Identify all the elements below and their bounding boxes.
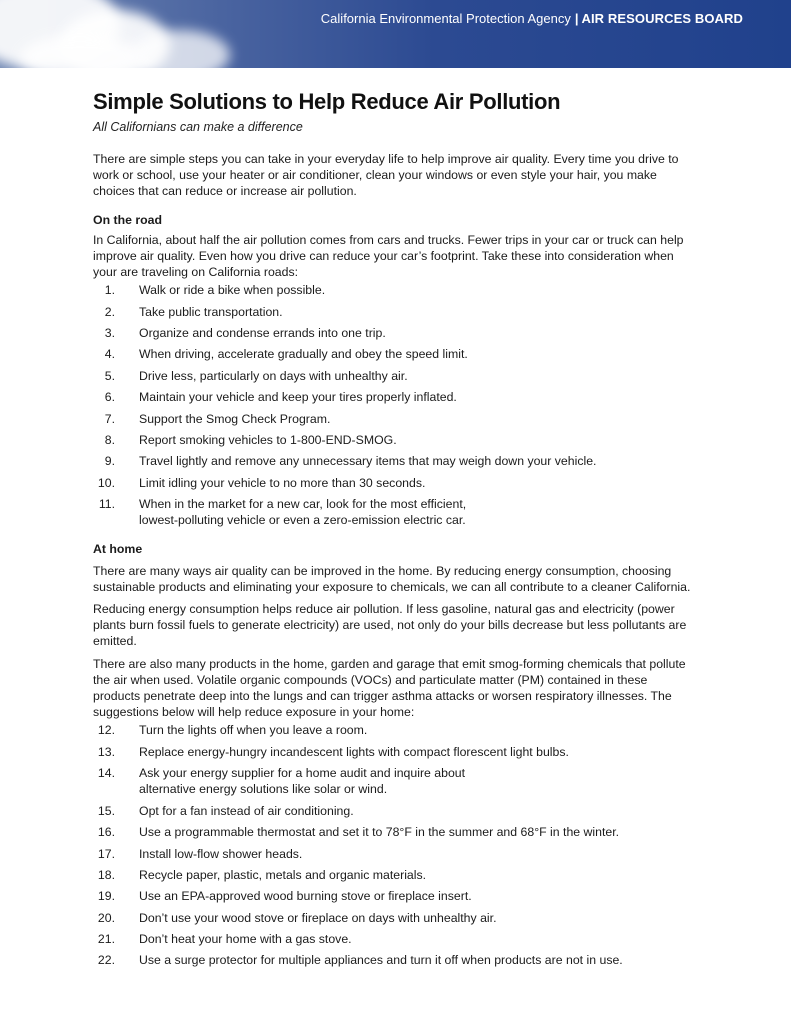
- list-item: 8. Report smoking vehicles to 1-800-END-SMOG.: [104, 432, 397, 447]
- list-item: 20. Don’t use your wood stove or fireplace on days with unhealthy air.: [97, 910, 497, 925]
- list-item: 1. Walk or ride a bike when possible.: [104, 283, 326, 298]
- list-item: 18. Recycle paper, plastic, metals and organic materials.: [97, 867, 427, 882]
- list-item: 10. Limit idling your vehicle to no more than 30 seconds.: [97, 475, 426, 490]
- list-item: 2. Take public transportation.: [104, 304, 283, 319]
- list-item: 16. Use a programmable thermostat and set it to 78°F in the summer and 68°F in the winter.: [97, 825, 620, 840]
- list-item: 6. Maintain your vehicle and keep your tires properly inflated.: [104, 390, 457, 405]
- list-item: 13. Replace energy-hungry incandescent lights with compact florescent light bulbs.: [97, 744, 569, 759]
- list-item: 21. Don’t heat your home with a gas stove.: [97, 932, 352, 947]
- list-item: 4. When driving, accelerate gradually and obey the speed limit.: [104, 347, 468, 362]
- cloud-decoration: [130, 30, 230, 68]
- list-item: 17. Install low-flow shower heads.: [97, 846, 303, 861]
- board-name: AIR RESOURCES BOARD: [581, 11, 743, 26]
- intro-paragraph: There are simple steps you can take in your everyday life to help improve air quality. Every time you drive to work or school, use your heater or air conditioner, clean your windows or even style your hair, you make choices that can reduce or increase air pollution.: [93, 152, 679, 199]
- page-title: Simple Solutions to Help Reduce Air Pollution: [93, 89, 561, 114]
- list-item: 11. When in the market for a new car, look for the most efficient, lowest-polluting vehicle or even a zero-emission electric car.: [98, 497, 467, 528]
- document-body: [93, 88, 693, 974]
- list-item: 5. Drive less, particularly on days with unhealthy air.: [104, 368, 408, 383]
- page-subtitle: All Californians can make a difference: [93, 120, 303, 134]
- list-item: 19. Use an EPA-approved wood burning stove or fireplace insert.: [97, 889, 472, 904]
- list-item: 7. Support the Smog Check Program.: [104, 411, 331, 426]
- list-item: 9. Travel lightly and remove any unnecessary items that may weigh down your vehicle.: [104, 454, 597, 469]
- list-item: 15. Opt for a fan instead of air conditioning.: [97, 803, 354, 818]
- road-paragraph: In California, about half the air pollution comes from cars and trucks. Fewer trips in your car or truck can help improve air quality. Even how you drive can reduce your car’s footprint. Take these into consideration when your are traveling on California roads:: [93, 232, 684, 280]
- agency-header: [321, 11, 743, 26]
- section-heading-road: On the road: [93, 212, 163, 227]
- section-heading-home: At home: [93, 541, 143, 556]
- home-paragraph: There are also many products in the home, garden and garage that emit smog-forming chemicals that pollute the air when used. Volatile organic compounds (VOCs) and particulate matter (PM) contained in these products penetrate deep into the lungs and can trigger asthma attacks or worsen respiratory illnesses. The suggestions below will help reduce exposure in your home:: [93, 656, 686, 720]
- list-item: 12. Turn the lights off when you leave a room.: [97, 723, 368, 738]
- list-item: 3. Organize and condense errands into one trip.: [104, 326, 386, 340]
- road-tips-list: [93, 282, 693, 528]
- home-paragraph: There are many ways air quality can be improved in the home. By reducing energy consumption, choosing sustainable products and eliminating your exposure to chemicals, we can all contribute to a cleaner California.: [93, 563, 691, 594]
- agency-name: California Environmental Protection Agency: [320, 11, 571, 26]
- list-item: 14. Ask your energy supplier for a home audit and inquire about alternative energy solutions like solar or wind.: [97, 766, 466, 797]
- header-banner: [0, 0, 791, 68]
- list-item: 22. Use a surge protector for multiple appliances and turn it off when products are not in use.: [97, 953, 623, 968]
- home-tips-list: [93, 722, 693, 968]
- home-paragraph: Reducing energy consumption helps reduce air pollution. If less gasoline, natural gas and electricity (power plants burn fossil fuels to generate electricity) are used, not only do your bills decrease but less pollutants are emitted.: [93, 601, 687, 649]
- header-separator: |: [574, 11, 579, 26]
